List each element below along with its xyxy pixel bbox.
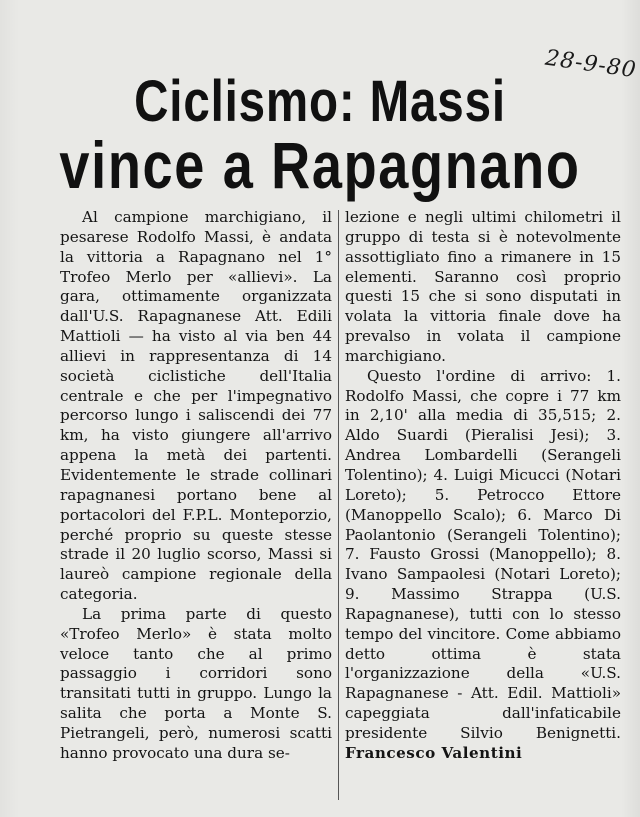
- article-column-right: [345, 208, 621, 764]
- headline-line-1: Ciclismo: Massi: [134, 69, 506, 134]
- article-paragraph-2-start: La prima parte di questo «Trofeo Merlo» è stata molto veloce tanto che al primo passaggio i corridori sono transitati tutti in gruppo. Lungo la salita che porta a Monte S. Pietrangeli, però, numerosi scatti hanno provocato una dura se-: [60, 604, 332, 762]
- byline: Francesco Valentini: [345, 743, 523, 762]
- arrival-order-text: Questo l'ordine di arrivo: 1. Rodolfo Massi, che copre i 77 km in 2,10' alla media di 35,515; 2. Aldo Suardi (Pieralisi Jesi); 3. Andrea Lombardelli (Serangeli Tolentino); 4. Luigi Micucci (Notari Loreto); 5. Petrocco Ettore (Manoppello Scalo); 6. Marco Di Paolantonio (Serangeli Tolentino); 7. Fausto Grossi (Manoppello); 8. Ivano Sampaolesi (Notari Loreto); 9. Massimo Strappa (U.S. Rapagnanese), tutti con lo stesso tempo del vincitore. Come abbiamo detto ottima è stata l'organizzazione della «U.S. Rapagnanese - Att. Edil. Mattioli» capeggiata dall'infaticabile presidente Silvio Benignetti.: [345, 366, 621, 742]
- column-divider: [338, 210, 339, 800]
- article-column-left: [60, 208, 332, 764]
- article-paragraph-3: [345, 367, 621, 764]
- headline-line-2: vince a Rapagnano: [59, 128, 581, 202]
- handwritten-date: 28-9-80: [543, 45, 639, 84]
- article-paragraph-1: Al campione marchigiano, il pesarese Rodolfo Massi, è andata la vittoria a Rapagnano nel 1° Trofeo Merlo per «allievi». La gara, ottimamente organizzata dall'U.S. Rapagnanese Att. Edili Mattioli — ha visto al via ben 44 allievi in rappresentanza di 14 società ciclistiche dell'Italia centrale e che per l'impegnativo percorso lungo i saliscendi dei 77 km, ha visto giungere all'arrivo appena la metà dei partenti. Evidentemente le strade collinari rapagnanesi portano bene al portacolori del F.P.L. Monteporzio, perché proprio su queste stesse strade il 20 luglio scorso, Massi si laureò campione regionale della categoria.: [60, 208, 332, 604]
- article-paragraph-2-end: lezione e negli ultimi chilometri il gruppo di testa si è notevolmente assottigliato fino a rimanere in 15 elementi. Saranno così proprio questi 15 che si sono disputati in volata la vittoria finale dove ha prevalso in volata il campione marchigiano.: [345, 208, 621, 365]
